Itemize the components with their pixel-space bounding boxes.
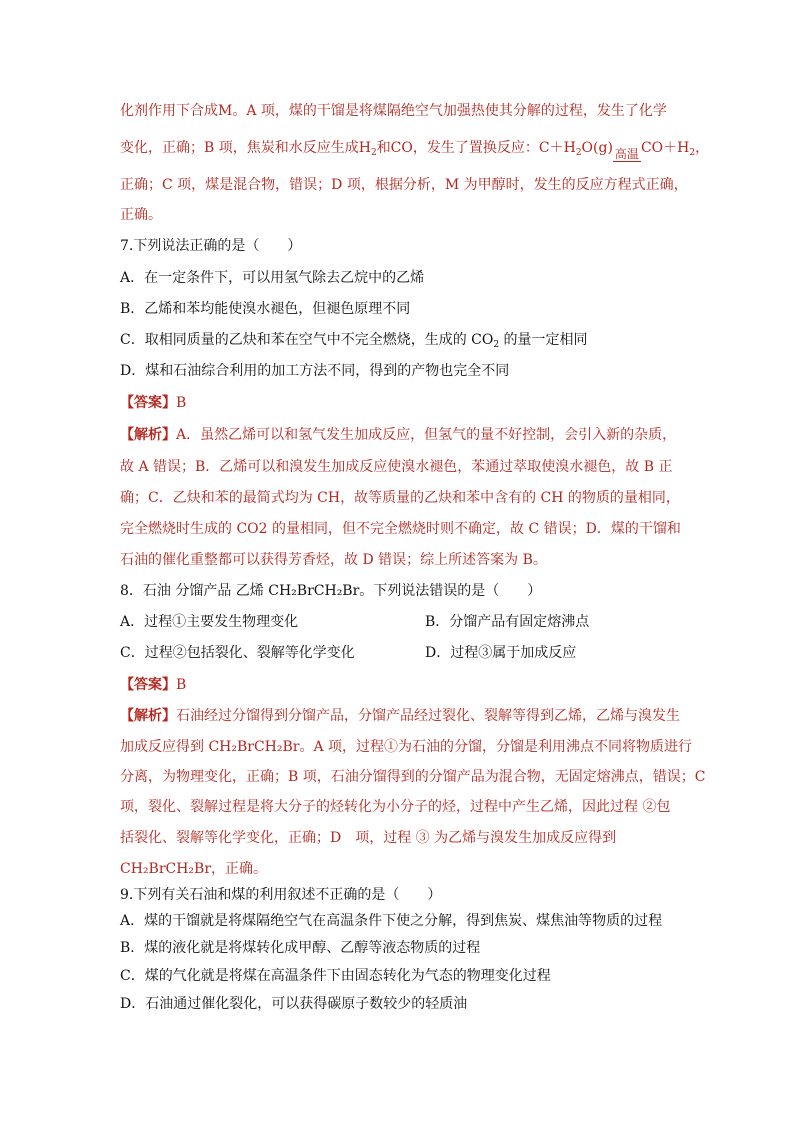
q7-analysis-line: 完全燃烧时生成的 CO2 的量相同，但不完全燃烧时则不确定，故 C 错误；D．煤的干馏和 [120,521,681,537]
analysis-line: 化剂作用下合成M。A 项，煤的干馏是将煤隔绝空气加强热使其分解的过程，发生了化学 [120,103,667,119]
q8-analysis-line: CH₂BrCH₂Br，正确。 [120,861,268,877]
analysis-line: 正确；C 项，煤是混合物，错误；D 项，根据分析，M 为甲醇时，发生的反应方程式正确， [120,177,688,193]
q7-analysis-line: 确；C．乙炔和苯的最简式均为 CH，故等质量的乙炔和苯中含有的 CH 的物质的量相同， [120,490,680,506]
q9-option-c: C．煤的气化就是将煤在高温条件下由固态转化为气态的物理变化过程 [120,968,551,984]
q7-analysis-line: 【解析】A．虽然乙烯可以和氢气发生加成反应，但氢气的量不好控制，会引入新的杂质， [120,427,677,443]
q8-option-c: C．过程②包括裂化、裂解等化学变化 [120,645,355,661]
q8-analysis-line: 分离，为物理变化，正确；B 项，石油分馏得到的分馏产品为混合物，无固定熔沸点，错误；C [120,769,706,785]
q8-options-row-2 [120,643,720,663]
analysis-line: 正确。 [120,207,162,223]
question-8-stem: 8．石油 分馏产品 乙烯 CH₂BrCH₂Br。下列说法错误的是（ ） [120,583,542,599]
reaction-condition: 高温 [614,147,639,161]
q8-analysis-line: 项，裂化、裂解过程是将大分子的烃转化为小分子的烃，过程中产生乙烯，因此过程 ②包 [120,799,671,815]
question-7-stem: 7.下列说法正确的是（ ） [120,238,302,254]
q9-option-a: A．煤的干馏就是将煤隔绝空气在高温条件下使之分解，得到焦炭、煤焦油等物质的过程 [120,913,663,929]
q8-analysis-line: 【解析】石油经过分馏得到分馏产品，分馏产品经过裂化、裂解等得到乙烯，乙烯与溴发生 [120,708,680,724]
q7-option-c: C．取相同质量的乙炔和苯在空气中不完全燃烧，生成的 $CO_2$ 的量一定相同 [120,332,588,350]
q8-analysis-line: 加成反应得到 CH₂BrCH₂Br。A 项，过程①为石油的分馏，分馏是利用沸点不同将物质进行 [120,739,693,755]
q9-option-d: D．石油通过催化裂化，可以获得碳原子数较少的轻质油 [120,996,468,1012]
q8-option-a: A．过程①主要发生物理变化 [120,614,299,630]
q9-option-b: B．煤的液化就是将煤转化成甲醇、乙醇等液态物质的过程 [120,940,481,956]
q7-answer: 【答案】B [120,395,187,411]
q8-answer: 【答案】B [120,677,187,693]
q8-option-d: D．过程③属于加成反应 [425,645,577,661]
q7-analysis-line: 石油的催化重整都可以获得芳香烃，故 D 错误；综上所述答案为 B。 [120,552,547,568]
q8-options-row-1 [120,612,720,632]
q7-analysis-line: 故 A 错误；B．乙烯可以和溴发生加成反应使溴水褪色，苯通过萃取使溴水褪色，故 B 正 [120,459,673,475]
analysis-line-equation: 变化，正确；B 项，焦炭和水反应生成$H_2$和CO，发生了置换反应：$C+H_2O(g)$ 高温 $CO+H_2$， [120,138,709,168]
q7-option-d: D．煤和石油综合利用的加工方法不同，得到的产物也完全不同 [120,363,510,379]
question-9-stem: 9.下列有关石油和煤的利用叙述不正确的是（ ） [120,887,442,903]
q7-option-b: B．乙烯和苯均能使溴水褪色，但褪色原理不同 [120,301,411,317]
q8-option-b: B．分馏产品有固定熔沸点 [425,614,590,630]
q7-option-a: A．在一定条件下，可以用氢气除去乙烷中的乙烯 [120,270,425,286]
q8-analysis-line: 括裂化、裂解等化学变化，正确；D 项，过程 ③ 为乙烯与溴发生加成反应得到 [120,830,617,846]
